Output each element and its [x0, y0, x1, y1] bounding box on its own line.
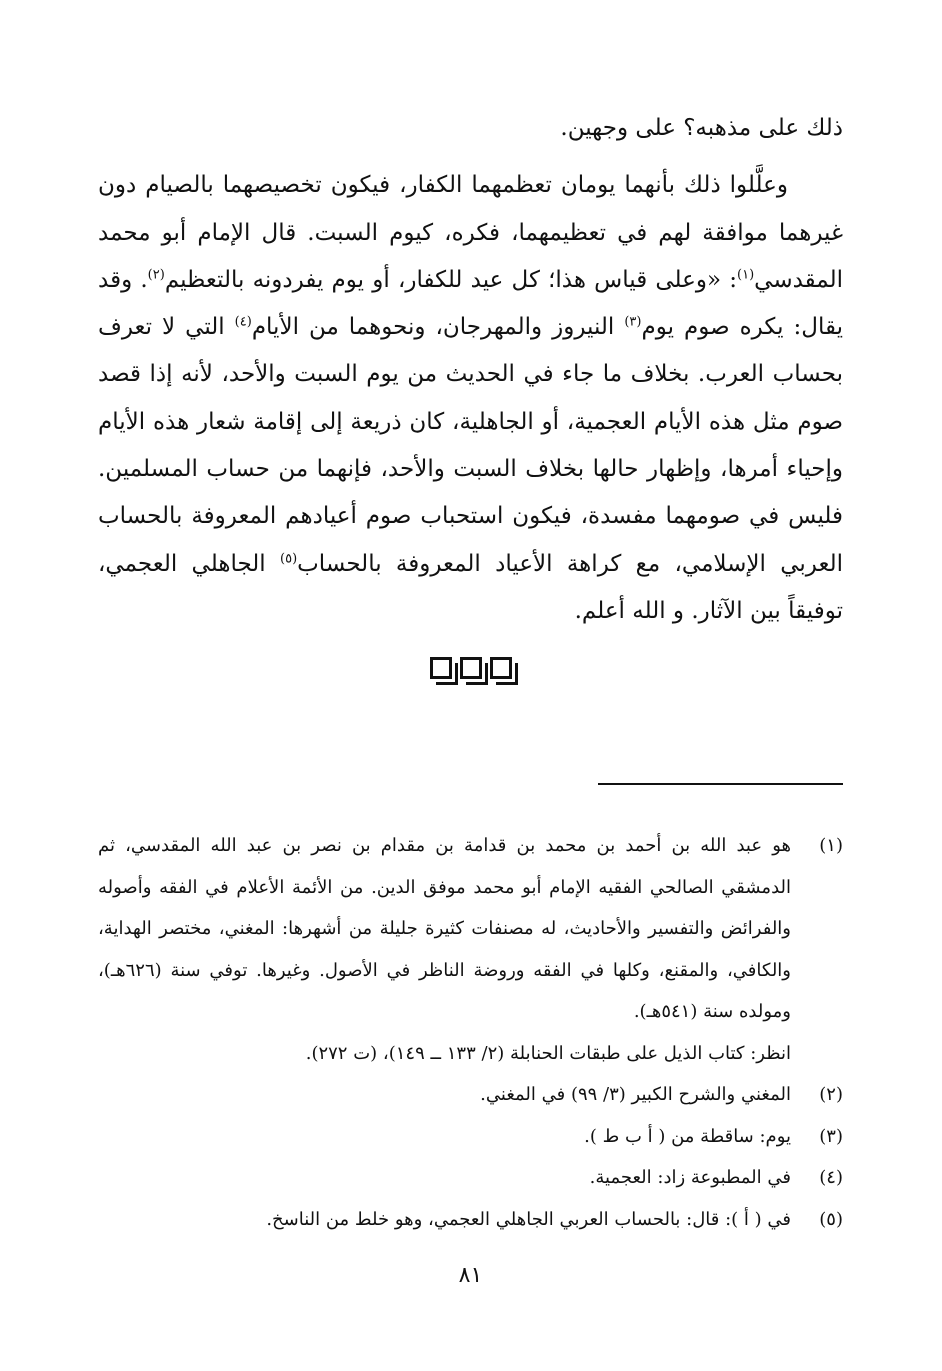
footnote-2: [98, 1074, 843, 1116]
footnote-text: المغني والشرح الكبير (٣/ ٩٩) في المغني.: [480, 1084, 791, 1105]
book-page: [98, 105, 843, 1305]
footnote-text: في ( أ ): قال: بالحساب العربي الجاهلي العجمي، وهو خلط من الناسخ.: [266, 1208, 791, 1230]
footnote-ref: (٣): [624, 314, 642, 330]
footnote-number: (٥): [819, 1208, 843, 1230]
page-number: ٨١: [458, 1263, 483, 1288]
footnote-divider: [598, 783, 843, 785]
footnote-text: هو عبد الله بن أحمد بن محمد بن قدامة بن مقدام بن نصر بن عبد الله المقدسي، ثم الدمشقي الصالحي الفقيه الإمام أبو محمد موفق الدين. من الأئمة الأعلام في الفقه وأصوله والفرائض والتفسير والأحاديث، له مصنفات كثيرة جليلة من أشهرها: المغني، مختصر الهداية، والكافي، والمقنع، وكلها في الفقه وروضة الناظر في الأصول. وغيرها. توفي سنة (٦٢٦هـ)، ومولده سنة (٥٤١هـ).: [98, 835, 792, 1022]
footnote-number: (٢): [819, 1084, 843, 1105]
text-segment: : «وعلى قياس هذا؛ كل عيد للكفار، أو يوم يفردونه بالتعظيم: [164, 266, 738, 293]
square-ornament-icon: [460, 657, 482, 679]
footnote-ref: (٥): [280, 551, 298, 567]
footnote-number: (١): [819, 835, 843, 856]
footnote-text: يوم: ساقطة من ( أ ب ط ).: [584, 1125, 791, 1147]
footnotes: [98, 825, 843, 1240]
footnote-number: (٣): [819, 1125, 843, 1147]
main-text: [98, 105, 843, 635]
opening-line: ذلك على مذهبه؟ على وجهين.: [560, 115, 843, 141]
square-ornament-icon: [490, 657, 512, 679]
footnote-text: في المطبوعة زاد: العجمية.: [589, 1167, 791, 1188]
text-segment: الجاهلي العجمي، توفيقاً بين الآثار. و الله أعلم.: [98, 550, 843, 624]
footnote-4: [98, 1157, 843, 1199]
square-ornament-icon: [430, 657, 452, 679]
text-segment: النيروز والمهرجان، ونحوهما من الأيام: [251, 314, 625, 341]
footnote-5: [98, 1199, 843, 1241]
text-segment: . وقد يقال: يكره صوم يوم: [98, 266, 843, 341]
main-paragraph: [98, 162, 843, 635]
text-segment: وعلَّلوا ذلك بأنهما يومان تعظمهما الكفار، فيكون تخصيصهما بالصيام دون غيرهما موافقة لهم في تعظيمهما، فكره، كيوم السبت. قال الإمام أبو محمد المقدسي: [98, 172, 844, 293]
footnote-ref: (٢): [147, 267, 165, 283]
section-separator: [98, 657, 843, 679]
footnote-ref: (٤): [234, 314, 252, 330]
footnote-ref: (١): [737, 267, 755, 283]
footnote-number: (٤): [819, 1167, 843, 1188]
footnote-3: [98, 1116, 843, 1158]
footnote-1-reference: انظر: كتاب الذيل على طبقات الحنابلة (٢/ ١٣٣ ــ ١٤٩)، (ت ٢٧٢).: [305, 1042, 791, 1064]
text-segment: التي لا تعرف بحساب العرب. بخلاف ما جاء في الحديث من يوم السبت والأحد، لأنه إذا قصد صوم مثل هذه الأيام العجمية، أو الجاهلية، كان ذريعة إلى إقامة شعار هذه الأيام وإحياء أمرها، وإظهار حالها بخلاف السبت والأحد، فإنهما من حساب المسلمين. فليس في صومهما مفسدة، فيكون استحباب صوم أعيادهم المعروفة بالحساب العربي الإسلامي، مع كراهة الأعياد المعروفة بالحساب: [98, 314, 843, 577]
footnote-1: [98, 825, 843, 1033]
